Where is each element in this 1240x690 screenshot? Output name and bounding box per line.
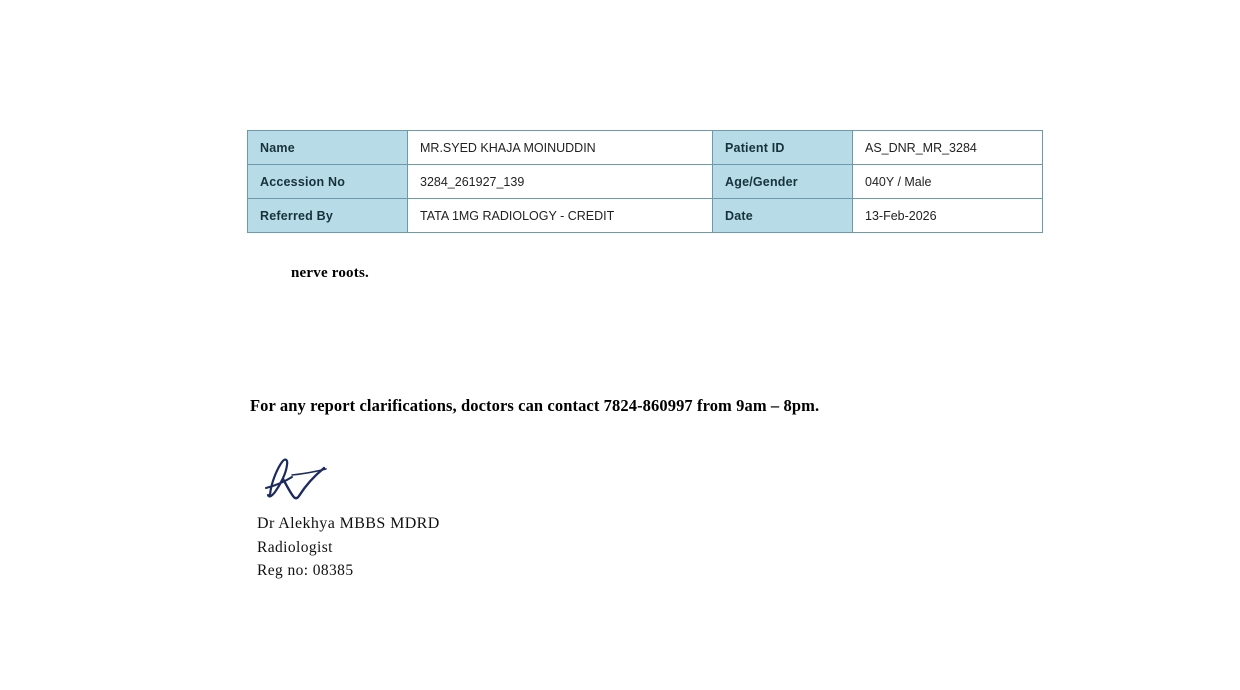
- patient-info-table: [247, 130, 1043, 233]
- field-label-age-gender: Age/Gender: [713, 165, 853, 199]
- signature-block: [257, 512, 440, 583]
- table-row: [248, 131, 1043, 165]
- field-label-accession-no: Accession No: [248, 165, 408, 199]
- doctor-role: Radiologist: [257, 539, 333, 556]
- handwritten-signature-icon: [258, 455, 348, 510]
- field-label-name: Name: [248, 131, 408, 165]
- contact-clarification-text: For any report clarifications, doctors can contact 7824-860997 from 9am – 8pm.: [250, 396, 820, 415]
- field-value-accession-no: 3284_261927_139: [408, 165, 713, 199]
- field-label-referred-by: Referred By: [248, 199, 408, 233]
- field-label-date: Date: [713, 199, 853, 233]
- table-row: [248, 199, 1043, 233]
- field-value-date: 13-Feb-2026: [853, 199, 1043, 233]
- doctor-registration-number: Reg no: 08385: [257, 562, 354, 580]
- field-value-name: MR.SYED KHAJA MOINUDDIN: [408, 131, 713, 165]
- field-value-age-gender: 040Y / Male: [853, 165, 1043, 199]
- field-label-patient-id: Patient ID: [713, 131, 853, 165]
- report-fragment-text: nerve roots.: [291, 265, 369, 281]
- table-row: [248, 165, 1043, 199]
- field-value-patient-id: AS_DNR_MR_3284: [853, 131, 1043, 165]
- doctor-name: Dr Alekhya MBBS MDRD: [257, 515, 440, 532]
- field-value-referred-by: TATA 1MG RADIOLOGY - CREDIT: [408, 199, 713, 233]
